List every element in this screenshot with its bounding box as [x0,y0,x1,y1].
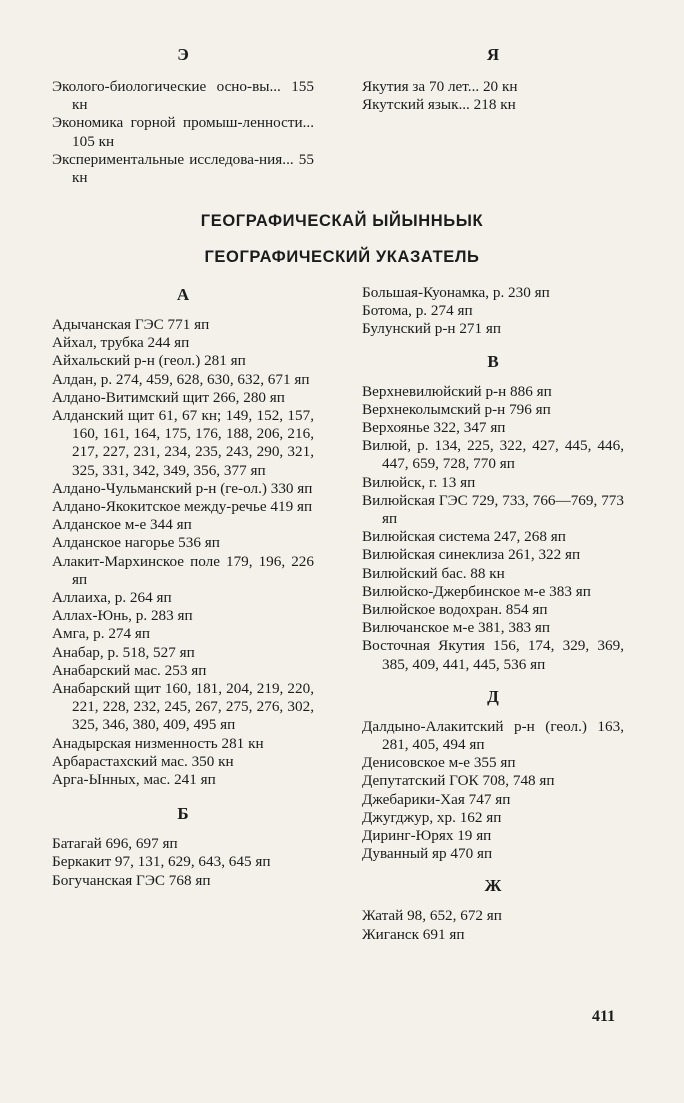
index-entry: Алданское нагорье 536 яп [52,534,220,552]
letter-heading-zh: Ж [484,876,502,896]
index-entry: Анабарский мас. 253 яп [52,661,207,679]
index-entry: Анабарский щит 160, 181, 204, 219, 220, 221, 228, 232, 245, 267, 275, 276, 302, 325, 346, 380, 409, 495 яп [52,680,314,734]
section-title: ГЕОГРАФИЧЕСКАЙ ЫЙЫННЬЫК [200,212,484,230]
group-a-continued-entries [362,284,624,339]
index-entry: Вилюй, р. 134, 225, 322, 427, 445, 446, 447, 659, 728, 770 яп [362,437,624,473]
top-left-column [52,44,314,187]
index-entry: Айхальский р-н (геол.) 281 яп [52,352,246,370]
index-entry: Вилюйская ГЭС 729, 733, 766—769, 773 яп [362,491,624,528]
right-index-column [362,284,624,944]
index-entry: Беркакит 97, 131, 629, 643, 645 яп [52,853,271,871]
group-a-entries [52,316,314,789]
letter-heading-d: Д [487,686,499,706]
group-v-entries [362,383,624,674]
index-entry: Булунский р-н 271 яп [362,320,502,338]
index-entry: Диринг-Юрях 19 яп [362,827,492,845]
index-entry: Вилючанское м-е 381, 383 яп [362,619,551,637]
index-entry: Вилюйск, г. 13 яп [362,473,476,491]
index-entry: Вилюйское водохран. 854 яп [362,601,548,619]
index-entry: Вилюйская система 247, 268 яп [362,528,566,546]
top-right-column [362,44,624,114]
index-entry: Аллах-Юнь, р. 283 яп [52,607,193,625]
index-entry: Якутский язык... 218 кн [362,96,516,114]
letter-heading-b: Б [177,804,189,824]
index-entry: Большая-Куонамка, р. 230 яп [362,284,550,301]
index-entry: Вилюйско-Джербинское м-е 383 яп [362,582,591,600]
index-entry: Анабар, р. 518, 527 яп [52,643,195,661]
index-entry: Жиганск 691 яп [362,925,465,943]
index-entry: Экспериментальные исследова-ния... 55 кн [52,150,314,187]
group-b-entries [52,835,314,890]
index-entry: Арбарастахский мас. 350 кн [52,752,234,770]
index-entry: Анадырская низменность 281 кн [52,734,264,752]
index-entry: Вилюйская синеклиза 261, 322 яп [362,546,581,564]
index-entry: Айхал, трубка 244 яп [52,334,190,352]
index-entry: Алдано-Чульманский р-н (ге-ол.) 330 яп [52,479,313,497]
index-entry: Депутатский ГОК 708, 748 яп [362,772,555,790]
index-entry: Дуванный яр 470 яп [362,845,493,863]
letter-heading-ya: Я [486,45,500,64]
index-entry: Аллаиха, р. 264 яп [52,589,172,607]
index-entry: Верхневилюйский р-н 886 яп [362,382,552,400]
index-entry: Верхнеколымский р-н 796 яп [362,400,551,418]
index-entry: Верхоянье 322, 347 яп [362,419,506,437]
index-entry: Алакит-Мархинское поле 179, 196, 226 яп [52,552,314,588]
letter-heading-e: Э [177,45,189,64]
index-entry: Амга, р. 274 яп [52,625,151,643]
index-entry: Богучанская ГЭС 768 яп [52,871,211,889]
page-number: 411 [592,1008,616,1025]
section-subtitle: ГЕОГРАФИЧЕСКИЙ УКАЗАТЕЛЬ [204,248,480,266]
index-entry: Алдано-Якокитское между-речье 419 яп [52,498,313,516]
letter-heading-a: А [176,285,190,304]
index-entry: Вилюйский бас. 88 кн [362,564,505,582]
index-entry: Адычанская ГЭС 771 яп [52,316,210,333]
index-entry: Жатай 98, 652, 672 яп [362,907,502,925]
index-entry: Алданский щит 61, 67 кн; 149, 152, 157, 160, 161, 164, 175, 176, 188, 206, 216, 217, 227, 231, 234, 235, 243, 290, 321, 325, 331, 342, 349, 356, 377 яп [52,407,314,479]
group-d-entries [362,718,624,864]
index-entry: Якутия за 70 лет... 20 кн [362,78,518,95]
index-entry: Алдано-Витимский щит 266, 280 яп [52,388,285,406]
index-entry: Алданское м-е 344 яп [52,516,192,534]
index-entry: Экономика горной промыш-ленности... 105 кн [52,114,314,150]
index-entry: Эколого-биологические осно-вы... 155 кн [52,78,314,114]
index-entry: Алдан, р. 274, 459, 628, 630, 632, 671 яп [52,370,310,388]
group-zh-entries [362,907,624,943]
index-entry: Батагай 696, 697 яп [52,835,178,853]
index-entry: Денисовское м-е 355 яп [362,754,516,772]
index-entry: Далдыно-Алакитский р-н (геол.) 163, 281, 405, 494 яп [362,717,624,754]
index-entry: Джебарики-Хая 747 яп [362,790,511,808]
left-index-column [52,284,314,890]
index-entry: Ботома, р. 274 яп [362,302,473,320]
index-entry: Джугджур, хр. 162 яп [362,808,502,826]
letter-heading-v: В [487,351,499,371]
index-entry: Восточная Якутия 156, 174, 329, 369, 385, 409, 441, 445, 536 яп [362,637,624,673]
index-entry: Арга-Ынных, мас. 241 яп [52,771,216,789]
